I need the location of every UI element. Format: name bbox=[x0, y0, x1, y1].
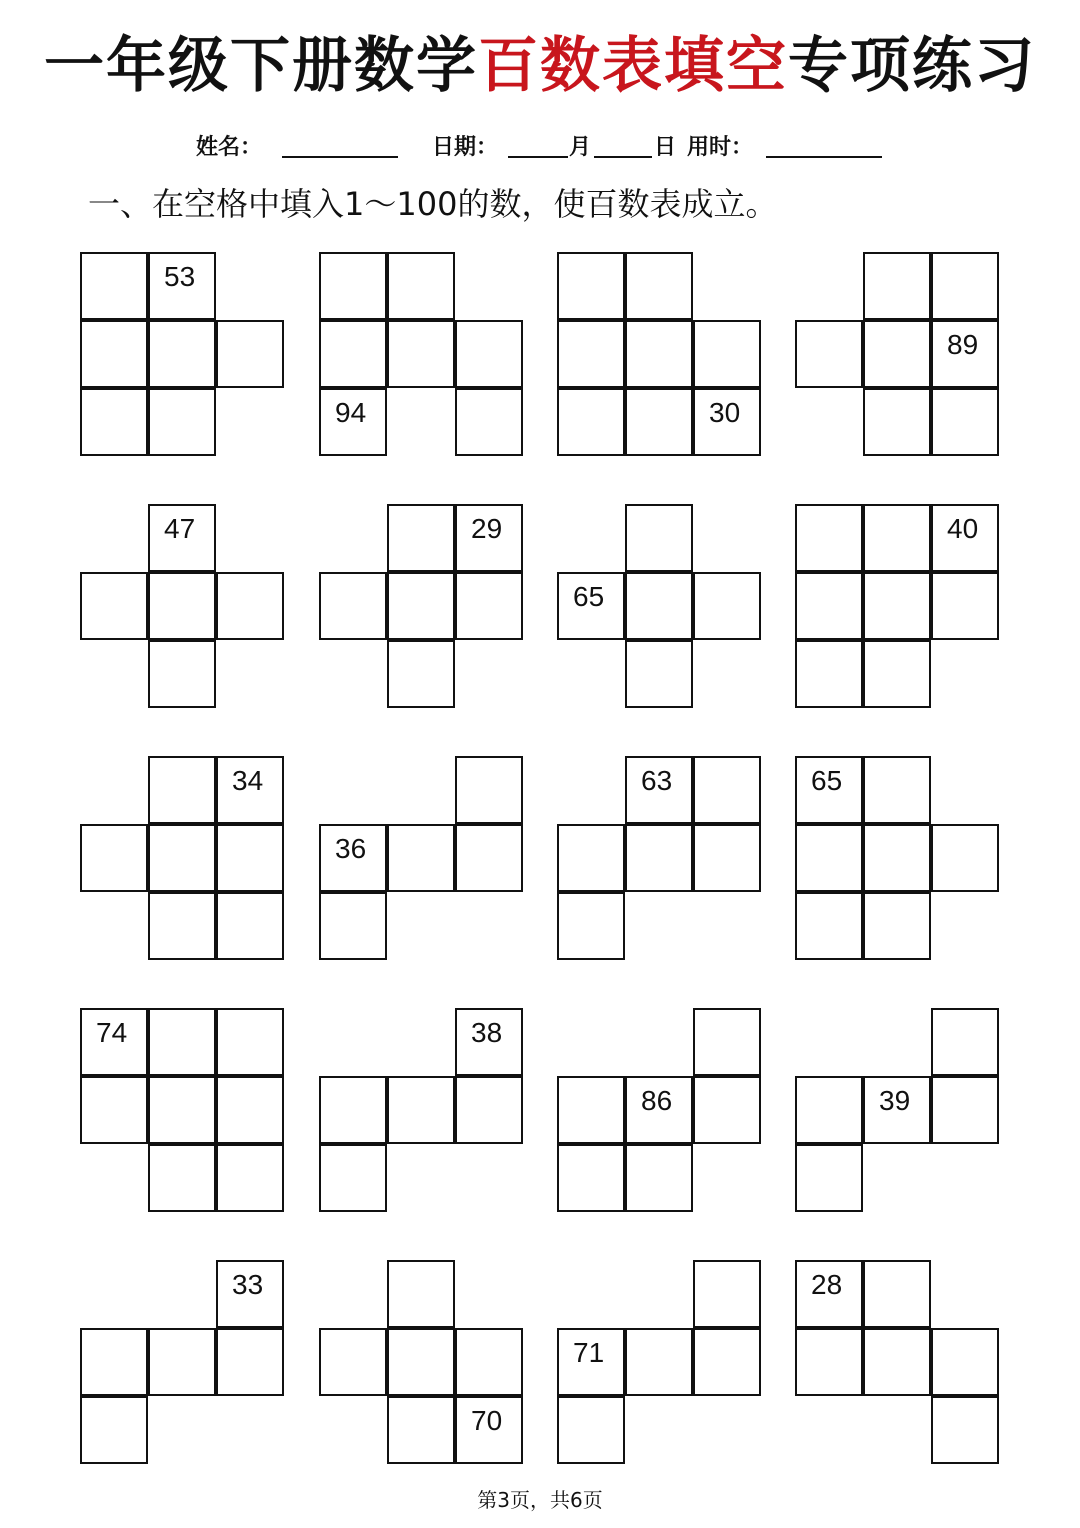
blank-cell[interactable] bbox=[931, 1008, 999, 1076]
blank-cell[interactable] bbox=[148, 1144, 216, 1212]
time-field[interactable] bbox=[766, 156, 882, 158]
given-number: 94 bbox=[335, 397, 367, 428]
given-number-cell bbox=[795, 1260, 863, 1328]
blank-cell[interactable] bbox=[387, 824, 455, 892]
given-number: 33 bbox=[232, 1269, 264, 1300]
given-number-cell bbox=[80, 1008, 148, 1076]
given-number-cell bbox=[931, 320, 999, 388]
instruction-text: 一、在空格中填入1～100的数，使百数表成立。 bbox=[88, 185, 778, 223]
blank-cell[interactable] bbox=[931, 572, 999, 640]
blank-cell[interactable] bbox=[625, 252, 693, 320]
blank-cell[interactable] bbox=[319, 892, 387, 960]
given-number-cell bbox=[216, 756, 284, 824]
blank-cell[interactable] bbox=[148, 640, 216, 708]
blank-cell[interactable] bbox=[455, 1328, 523, 1396]
name-field[interactable] bbox=[282, 156, 398, 158]
blank-cell[interactable] bbox=[557, 1396, 625, 1464]
blank-cell[interactable] bbox=[319, 1144, 387, 1212]
blank-cell[interactable] bbox=[80, 1396, 148, 1464]
given-number-cell bbox=[148, 504, 216, 572]
blank-cell[interactable] bbox=[387, 504, 455, 572]
blank-cell[interactable] bbox=[693, 1260, 761, 1328]
blank-cell[interactable] bbox=[216, 892, 284, 960]
blank-cell[interactable] bbox=[387, 1076, 455, 1144]
blank-cell[interactable] bbox=[455, 1076, 523, 1144]
title-highlight: 百数表填空 bbox=[478, 31, 788, 101]
blank-cell[interactable] bbox=[455, 756, 523, 824]
given-number-cell bbox=[148, 252, 216, 320]
blank-cell[interactable] bbox=[795, 572, 863, 640]
blank-cell[interactable] bbox=[80, 824, 148, 892]
blank-cell[interactable] bbox=[795, 320, 863, 388]
blank-cell[interactable] bbox=[693, 756, 761, 824]
given-number: 38 bbox=[471, 1017, 503, 1048]
given-number: 63 bbox=[641, 765, 673, 796]
blank-cell[interactable] bbox=[625, 320, 693, 388]
blank-cell[interactable] bbox=[863, 504, 931, 572]
given-number: 34 bbox=[232, 765, 264, 796]
blank-cell[interactable] bbox=[693, 1076, 761, 1144]
blank-cell[interactable] bbox=[931, 388, 999, 456]
blank-cell[interactable] bbox=[455, 824, 523, 892]
blank-cell[interactable] bbox=[216, 1076, 284, 1144]
blank-cell[interactable] bbox=[557, 388, 625, 456]
blank-cell[interactable] bbox=[148, 824, 216, 892]
given-number-cell bbox=[319, 824, 387, 892]
blank-cell[interactable] bbox=[80, 1076, 148, 1144]
blank-cell[interactable] bbox=[795, 892, 863, 960]
time-label: 用时： bbox=[687, 135, 754, 160]
page-title bbox=[0, 26, 1080, 106]
month-field[interactable] bbox=[508, 156, 568, 158]
blank-cell[interactable] bbox=[557, 252, 625, 320]
blank-cell[interactable] bbox=[455, 320, 523, 388]
given-number: 40 bbox=[947, 513, 979, 544]
blank-cell[interactable] bbox=[319, 1076, 387, 1144]
date-label: 日期： bbox=[432, 135, 499, 160]
blank-cell[interactable] bbox=[625, 824, 693, 892]
blank-cell[interactable] bbox=[80, 320, 148, 388]
title-part-2: 专项练习 bbox=[788, 31, 1036, 101]
day-field[interactable] bbox=[594, 156, 652, 158]
given-number: 71 bbox=[573, 1337, 605, 1368]
blank-cell[interactable] bbox=[625, 1328, 693, 1396]
blank-cell[interactable] bbox=[863, 1260, 931, 1328]
blank-cell[interactable] bbox=[455, 572, 523, 640]
blank-cell[interactable] bbox=[387, 1328, 455, 1396]
given-number-cell bbox=[216, 1260, 284, 1328]
blank-cell[interactable] bbox=[80, 252, 148, 320]
given-number-cell bbox=[455, 1396, 523, 1464]
blank-cell[interactable] bbox=[625, 504, 693, 572]
blank-cell[interactable] bbox=[148, 1328, 216, 1396]
given-number: 39 bbox=[879, 1085, 911, 1116]
blank-cell[interactable] bbox=[387, 640, 455, 708]
blank-cell[interactable] bbox=[625, 572, 693, 640]
given-number: 65 bbox=[811, 765, 843, 796]
blank-cell[interactable] bbox=[931, 1328, 999, 1396]
blank-cell[interactable] bbox=[931, 252, 999, 320]
month-label: 月 bbox=[569, 135, 592, 160]
page-number: 第3页，共6页 bbox=[477, 1488, 603, 1512]
blank-cell[interactable] bbox=[863, 640, 931, 708]
given-number-cell bbox=[863, 1076, 931, 1144]
blank-cell[interactable] bbox=[863, 824, 931, 892]
blank-cell[interactable] bbox=[387, 1260, 455, 1328]
blank-cell[interactable] bbox=[693, 824, 761, 892]
blank-cell[interactable] bbox=[863, 252, 931, 320]
blank-cell[interactable] bbox=[216, 1144, 284, 1212]
blank-cell[interactable] bbox=[693, 1008, 761, 1076]
given-number-cell bbox=[625, 756, 693, 824]
given-number-cell bbox=[455, 504, 523, 572]
blank-cell[interactable] bbox=[557, 892, 625, 960]
blank-cell[interactable] bbox=[693, 320, 761, 388]
blank-cell[interactable] bbox=[387, 1396, 455, 1464]
blank-cell[interactable] bbox=[625, 640, 693, 708]
blank-cell[interactable] bbox=[319, 572, 387, 640]
blank-cell[interactable] bbox=[387, 252, 455, 320]
blank-cell[interactable] bbox=[148, 756, 216, 824]
blank-cell[interactable] bbox=[795, 1144, 863, 1212]
given-number: 89 bbox=[947, 329, 979, 360]
given-number: 70 bbox=[471, 1405, 503, 1436]
blank-cell[interactable] bbox=[387, 572, 455, 640]
blank-cell[interactable] bbox=[693, 1328, 761, 1396]
blank-cell[interactable] bbox=[387, 320, 455, 388]
given-number-cell bbox=[557, 1328, 625, 1396]
given-number: 28 bbox=[811, 1269, 843, 1300]
blank-cell[interactable] bbox=[148, 1008, 216, 1076]
blank-cell[interactable] bbox=[795, 1076, 863, 1144]
blank-cell[interactable] bbox=[148, 892, 216, 960]
blank-cell[interactable] bbox=[693, 572, 761, 640]
title-part-1: 一年级下册数学 bbox=[44, 31, 478, 101]
given-number-cell bbox=[931, 504, 999, 572]
blank-cell[interactable] bbox=[148, 1076, 216, 1144]
given-number-cell bbox=[557, 572, 625, 640]
blank-cell[interactable] bbox=[863, 892, 931, 960]
given-number: 86 bbox=[641, 1085, 673, 1116]
blank-cell[interactable] bbox=[216, 1328, 284, 1396]
given-number: 47 bbox=[164, 513, 196, 544]
given-number-cell bbox=[455, 1008, 523, 1076]
given-number-cell bbox=[319, 388, 387, 456]
blank-cell[interactable] bbox=[863, 1328, 931, 1396]
blank-cell[interactable] bbox=[216, 320, 284, 388]
blank-cell[interactable] bbox=[455, 388, 523, 456]
given-number: 74 bbox=[96, 1017, 128, 1048]
blank-cell[interactable] bbox=[931, 1076, 999, 1144]
blank-cell[interactable] bbox=[319, 320, 387, 388]
blank-cell[interactable] bbox=[557, 1144, 625, 1212]
blank-cell[interactable] bbox=[863, 572, 931, 640]
blank-cell[interactable] bbox=[931, 1396, 999, 1464]
blank-cell[interactable] bbox=[625, 388, 693, 456]
blank-cell[interactable] bbox=[931, 824, 999, 892]
blank-cell[interactable] bbox=[795, 1328, 863, 1396]
name-label: 姓名： bbox=[196, 135, 263, 160]
blank-cell[interactable] bbox=[148, 572, 216, 640]
given-number-cell bbox=[693, 388, 761, 456]
blank-cell[interactable] bbox=[216, 824, 284, 892]
blank-cell[interactable] bbox=[795, 824, 863, 892]
blank-cell[interactable] bbox=[216, 1008, 284, 1076]
blank-cell[interactable] bbox=[148, 388, 216, 456]
blank-cell[interactable] bbox=[863, 756, 931, 824]
blank-cell[interactable] bbox=[80, 1328, 148, 1396]
given-number: 53 bbox=[164, 261, 196, 292]
given-number: 65 bbox=[573, 581, 605, 612]
blank-cell[interactable] bbox=[557, 320, 625, 388]
blank-cell[interactable] bbox=[148, 320, 216, 388]
given-number: 36 bbox=[335, 833, 367, 864]
given-number: 29 bbox=[471, 513, 503, 544]
blank-cell[interactable] bbox=[80, 388, 148, 456]
blank-cell[interactable] bbox=[625, 1144, 693, 1212]
given-number-cell bbox=[795, 756, 863, 824]
blank-cell[interactable] bbox=[319, 252, 387, 320]
blank-cell[interactable] bbox=[80, 572, 148, 640]
blank-cell[interactable] bbox=[557, 1076, 625, 1144]
blank-cell[interactable] bbox=[863, 320, 931, 388]
given-number-cell bbox=[625, 1076, 693, 1144]
blank-cell[interactable] bbox=[216, 572, 284, 640]
blank-cell[interactable] bbox=[795, 504, 863, 572]
blank-cell[interactable] bbox=[557, 824, 625, 892]
blank-cell[interactable] bbox=[863, 388, 931, 456]
blank-cell[interactable] bbox=[795, 640, 863, 708]
blank-cell[interactable] bbox=[319, 1328, 387, 1396]
day-label: 日 bbox=[654, 135, 677, 160]
given-number: 30 bbox=[709, 397, 741, 428]
